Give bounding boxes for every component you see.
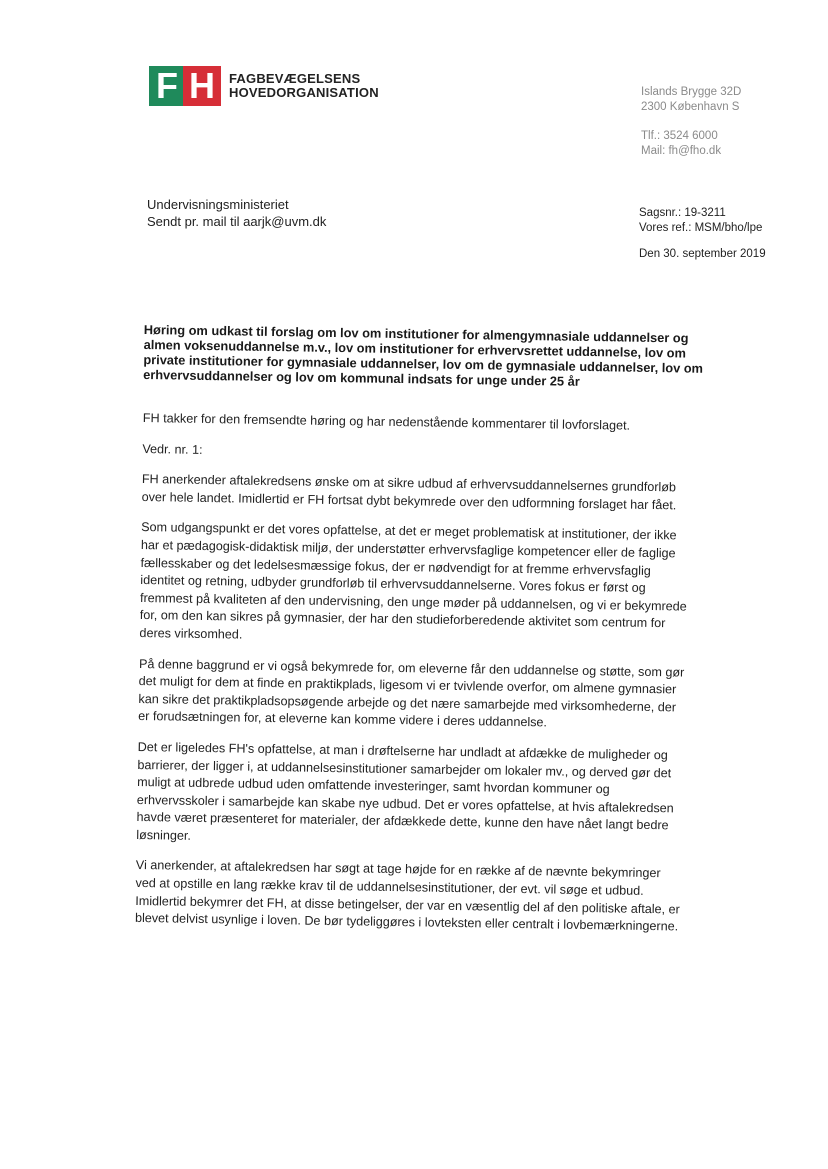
address-city: 2300 København S (641, 101, 740, 113)
logo-wordmark (229, 72, 379, 100)
body-paragraph-4: Som udgangspunkt er det vores opfattelse, at det er meget problematisk at institutioner, der ikke har et pædagogisk-didaktisk miljø, der understøtter erhvervsfaglige kompetencer eller de faglige fællesskaber og det ledelsesmæssige fokus, der er nødvendigt for at fremme erhvervsfaglig identitet og retning, udbyder grundforløb til erhvervsuddannelserne. Vores fokus er først og fremmest på kvaliteten af den undervisning, den unge møder på uddannelsen, og vi er bekymrede for, om den kan sikres på gymnasier, der har den studieforberedende aktivitet som centrum for deres virksomhed. (139, 520, 687, 642)
logo-line-1: FAGBEVÆGELSENS (229, 71, 361, 86)
body-paragraph-6: Det er ligeledes FH's opfattelse, at man i drøftelserne har undladt at afdække de muligheder og barrierer, der ligger i, at uddannelsesinstitutioner samarbejder om lokaler mv., og derved gør det muligt at udbrede udbud uden omfattende investeringer, samt hvordan kommuner og erhvervsskoler i samarbejde kan skabe nye udbud. Det er vores opfattelse, at hvis aftalekredsen havde været præsenteret for materialer, der afdækkede dette, kunne den have nået langt bedre løsninger. (136, 739, 674, 843)
fh-logo (149, 66, 379, 106)
logo-line-2: HOVEDORGANISATION (229, 85, 379, 100)
logo-letter-h: H (183, 66, 221, 106)
body-paragraph-2: Vedr. nr. 1: (142, 441, 203, 457)
case-number: Sagsnr.: 19-3211 (639, 207, 726, 219)
body-paragraph-7: Vi anerkender, at aftalekredsen har søgt at tage højde for en række af de nævnte bekymringer ved at opstille en lang række krav til de uddannelsesinstitutioner, der evt. vil søge et udbud. Imidlertid bekymrer det FH, at disse betingelser, der var en væsentlig del af den politiske aftale, er blevet delvist usynlige i loven. De bør tydeliggøres i lovteksten eller centralt i lovbemærkningerne. (134, 858, 680, 934)
recipient-mail: Sendt pr. mail til aarjk@uvm.dk (147, 214, 327, 229)
body-paragraph-5: På denne baggrund er vi også bekymrede for, om eleverne får den uddannelse og støtte, som gør det muligt for dem at finde en praktikplads, ligesom vi er tvivlende overfor, om almene gymnasier kan sikre det praktikpladsopsøgende arbejde og det nære samarbejde med virksomhederne, der er forudsætningen for, at eleverne kan komme videre i deres uddannelse. (138, 656, 685, 730)
sender-address (641, 85, 741, 159)
sender-phone: Tlf.: 3524 6000 (641, 130, 718, 142)
recipient-block (147, 196, 326, 230)
logo-letter-f: F (149, 66, 185, 106)
sender-mail: Mail: fh@fho.dk (641, 145, 722, 157)
recipient-name: Undervisningsministeriet (147, 197, 289, 212)
letter-body (135, 410, 691, 949)
fh-logo-mark (149, 66, 221, 106)
body-paragraph-1: FH takker for den fremsendte høring og har nedenstående kommentarer til lovforslaget. (142, 410, 631, 433)
address-street: Islands Brygge 32D (641, 86, 742, 98)
reference-block (639, 206, 766, 262)
letter-date: Den 30. september 2019 (639, 248, 766, 260)
letter-subject: Høring om udkast til forslag om lov om institutioner for almengymnasiale uddannelser og almen voksenuddannelse m.v., lov om institutioner for erhvervsrettet uddannelse, lov om private institutioner for gymnasiale uddannelser, lov om de gymnasiale uddannelser, lov om erhvervsuddannelser og lov om kommunal indsats for unge under 25 år (143, 322, 704, 389)
our-reference: Vores ref.: MSM/bho/lpe (639, 222, 763, 234)
body-paragraph-3: FH anerkender aftalekredsens ønske om at sikre udbud af erhvervsuddannelsernes grundforløb over hele landet. Imidlertid er FH fortsat dybt bekymrede over den udformning forslaget har fået. (141, 472, 677, 513)
